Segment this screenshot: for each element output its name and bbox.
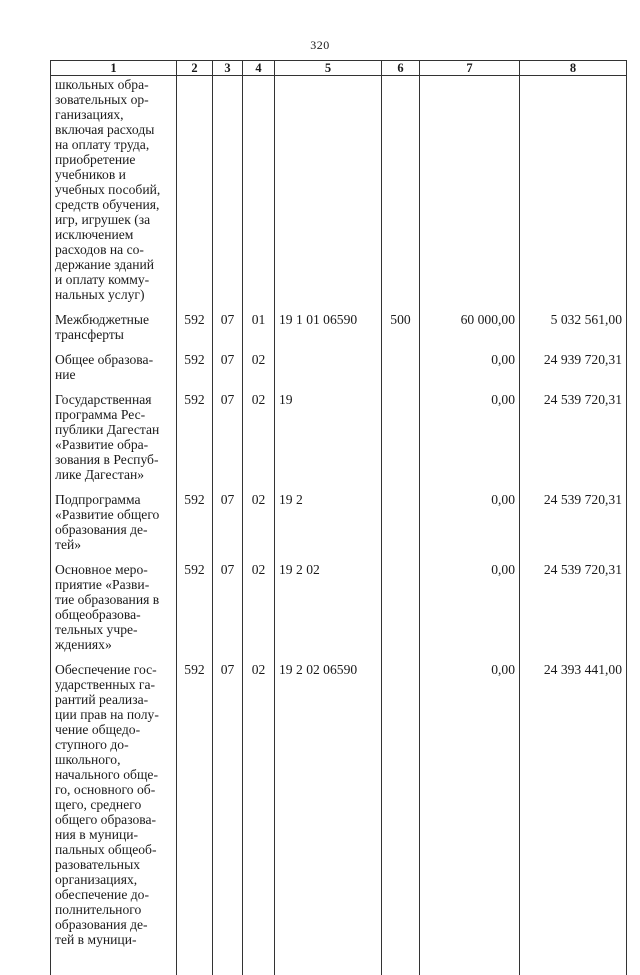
empty-cell (213, 947, 243, 975)
item-name-line: Обеспечение гос- (55, 662, 172, 677)
budget-table (50, 60, 627, 975)
empty-cell (420, 947, 520, 975)
item-name-line: пальных общеоб- (55, 842, 172, 857)
item-name-line: го, основного об- (55, 782, 172, 797)
item-name-line: щего, среднего (55, 797, 172, 812)
item-name-line: тей» (55, 537, 172, 552)
item-name-line: ждениях» (55, 637, 172, 652)
cell-item-name (51, 652, 177, 947)
cell-target-article (275, 342, 382, 382)
cell-amount-7: 0,00 (420, 482, 520, 552)
item-name-line: ганизациях, (55, 107, 172, 122)
table-header-row (51, 61, 627, 76)
cell-amount-8: 24 539 720,31 (520, 482, 627, 552)
cell-item-name (51, 482, 177, 552)
header-cell-3: 3 (213, 61, 243, 76)
cell-subsection: 02 (243, 382, 275, 482)
item-name-line: нальных услуг) (55, 287, 172, 302)
cell-amount-8 (520, 76, 627, 303)
cell-amount-8: 24 539 720,31 (520, 552, 627, 652)
cell-expense-type (382, 652, 420, 947)
item-name-line: организациях, (55, 872, 172, 887)
cell-section: 07 (213, 552, 243, 652)
item-name-line: ции прав на полу- (55, 707, 172, 722)
cell-expense-type (382, 342, 420, 382)
table-row (51, 76, 627, 303)
cell-section: 07 (213, 652, 243, 947)
item-name-line: тие образования в (55, 592, 172, 607)
table-row (51, 482, 627, 552)
item-name-line: ступного до- (55, 737, 172, 752)
item-name-line: полнительного (55, 902, 172, 917)
cell-admin-code: 592 (177, 652, 213, 947)
cell-section: 07 (213, 302, 243, 342)
item-name-line: зования в Респуб- (55, 452, 172, 467)
cell-amount-7: 0,00 (420, 342, 520, 382)
cell-expense-type (382, 482, 420, 552)
item-name-line: образования де- (55, 917, 172, 932)
cell-amount-7 (420, 76, 520, 303)
empty-cell (243, 947, 275, 975)
cell-amount-8: 5 032 561,00 (520, 302, 627, 342)
item-name-line: зовательных ор- (55, 92, 172, 107)
header-cell-6: 6 (382, 61, 420, 76)
item-name-line: программа Рес- (55, 407, 172, 422)
item-name-line: Основное меро- (55, 562, 172, 577)
cell-amount-8: 24 939 720,31 (520, 342, 627, 382)
cell-admin-code: 592 (177, 382, 213, 482)
empty-cell (382, 947, 420, 975)
cell-section: 07 (213, 482, 243, 552)
item-name-line: расходов на со- (55, 242, 172, 257)
cell-admin-code: 592 (177, 552, 213, 652)
cell-item-name (51, 342, 177, 382)
item-name-line: исключением (55, 227, 172, 242)
cell-section (213, 76, 243, 303)
cell-subsection: 02 (243, 342, 275, 382)
page-number: 320 (0, 38, 640, 53)
cell-section: 07 (213, 342, 243, 382)
item-name-line: держание зданий (55, 257, 172, 272)
item-name-line: приобретение (55, 152, 172, 167)
cell-target-article (275, 76, 382, 303)
cell-subsection: 02 (243, 482, 275, 552)
cell-section: 07 (213, 382, 243, 482)
cell-target-article: 19 1 01 06590 (275, 302, 382, 342)
item-name-line: тей в муници- (55, 932, 172, 947)
cell-admin-code: 592 (177, 342, 213, 382)
empty-cell (275, 947, 382, 975)
item-name-line: включая расходы (55, 122, 172, 137)
table-body (51, 76, 627, 975)
table-row-continuation (51, 947, 627, 975)
cell-subsection: 01 (243, 302, 275, 342)
item-name-line: «Развитие общего (55, 507, 172, 522)
cell-admin-code: 592 (177, 482, 213, 552)
cell-item-name (51, 382, 177, 482)
item-name-line: учебников и (55, 167, 172, 182)
item-name-line: трансферты (55, 327, 172, 342)
item-name-line: на оплату труда, (55, 137, 172, 152)
header-cell-4: 4 (243, 61, 275, 76)
cell-subsection (243, 76, 275, 303)
item-name-line: «Развитие обра- (55, 437, 172, 452)
item-name-line: чение общедо- (55, 722, 172, 737)
cell-amount-7: 0,00 (420, 652, 520, 947)
cell-item-name (51, 552, 177, 652)
cell-subsection: 02 (243, 552, 275, 652)
item-name-line: Межбюджетные (55, 312, 172, 327)
header-cell-1: 1 (51, 61, 177, 76)
table-row (51, 652, 627, 947)
item-name-line: публики Дагестан (55, 422, 172, 437)
cell-target-article: 19 2 02 (275, 552, 382, 652)
item-name-line: разовательных (55, 857, 172, 872)
cell-admin-code: 592 (177, 302, 213, 342)
item-name-line: Государственная (55, 392, 172, 407)
table-row (51, 342, 627, 382)
cell-amount-7: 0,00 (420, 552, 520, 652)
item-name-line: средств обучения, (55, 197, 172, 212)
item-name-line: Подпрограмма (55, 492, 172, 507)
item-name-line: школьных обра- (55, 77, 172, 92)
table-row (51, 382, 627, 482)
cell-expense-type (382, 76, 420, 303)
empty-cell (51, 947, 177, 975)
cell-expense-type (382, 552, 420, 652)
cell-amount-7: 0,00 (420, 382, 520, 482)
header-cell-7: 7 (420, 61, 520, 76)
item-name-line: и оплату комму- (55, 272, 172, 287)
item-name-line: ударственных га- (55, 677, 172, 692)
item-name-line: игр, игрушек (за (55, 212, 172, 227)
cell-expense-type (382, 382, 420, 482)
item-name-line: рантий реализа- (55, 692, 172, 707)
item-name-line: ния в муници- (55, 827, 172, 842)
item-name-line: школьного, (55, 752, 172, 767)
table-row (51, 552, 627, 652)
item-name-line: Общее образова- (55, 352, 172, 367)
empty-cell (177, 947, 213, 975)
cell-subsection: 02 (243, 652, 275, 947)
cell-expense-type: 500 (382, 302, 420, 342)
item-name-line: общего образова- (55, 812, 172, 827)
header-cell-5: 5 (275, 61, 382, 76)
item-name-line: ние (55, 367, 172, 382)
cell-target-article: 19 2 (275, 482, 382, 552)
item-name-line: общеобразова- (55, 607, 172, 622)
empty-cell (520, 947, 627, 975)
cell-amount-8: 24 393 441,00 (520, 652, 627, 947)
cell-item-name (51, 76, 177, 303)
item-name-line: приятие «Разви- (55, 577, 172, 592)
cell-target-article: 19 2 02 06590 (275, 652, 382, 947)
header-cell-8: 8 (520, 61, 627, 76)
table-row (51, 302, 627, 342)
item-name-line: обеспечение до- (55, 887, 172, 902)
item-name-line: образования де- (55, 522, 172, 537)
item-name-line: лике Дагестан» (55, 467, 172, 482)
cell-admin-code (177, 76, 213, 303)
cell-item-name (51, 302, 177, 342)
header-cell-2: 2 (177, 61, 213, 76)
item-name-line: тельных учре- (55, 622, 172, 637)
cell-amount-8: 24 539 720,31 (520, 382, 627, 482)
cell-amount-7: 60 000,00 (420, 302, 520, 342)
item-name-line: начального обще- (55, 767, 172, 782)
item-name-line: учебных пособий, (55, 182, 172, 197)
cell-target-article: 19 (275, 382, 382, 482)
